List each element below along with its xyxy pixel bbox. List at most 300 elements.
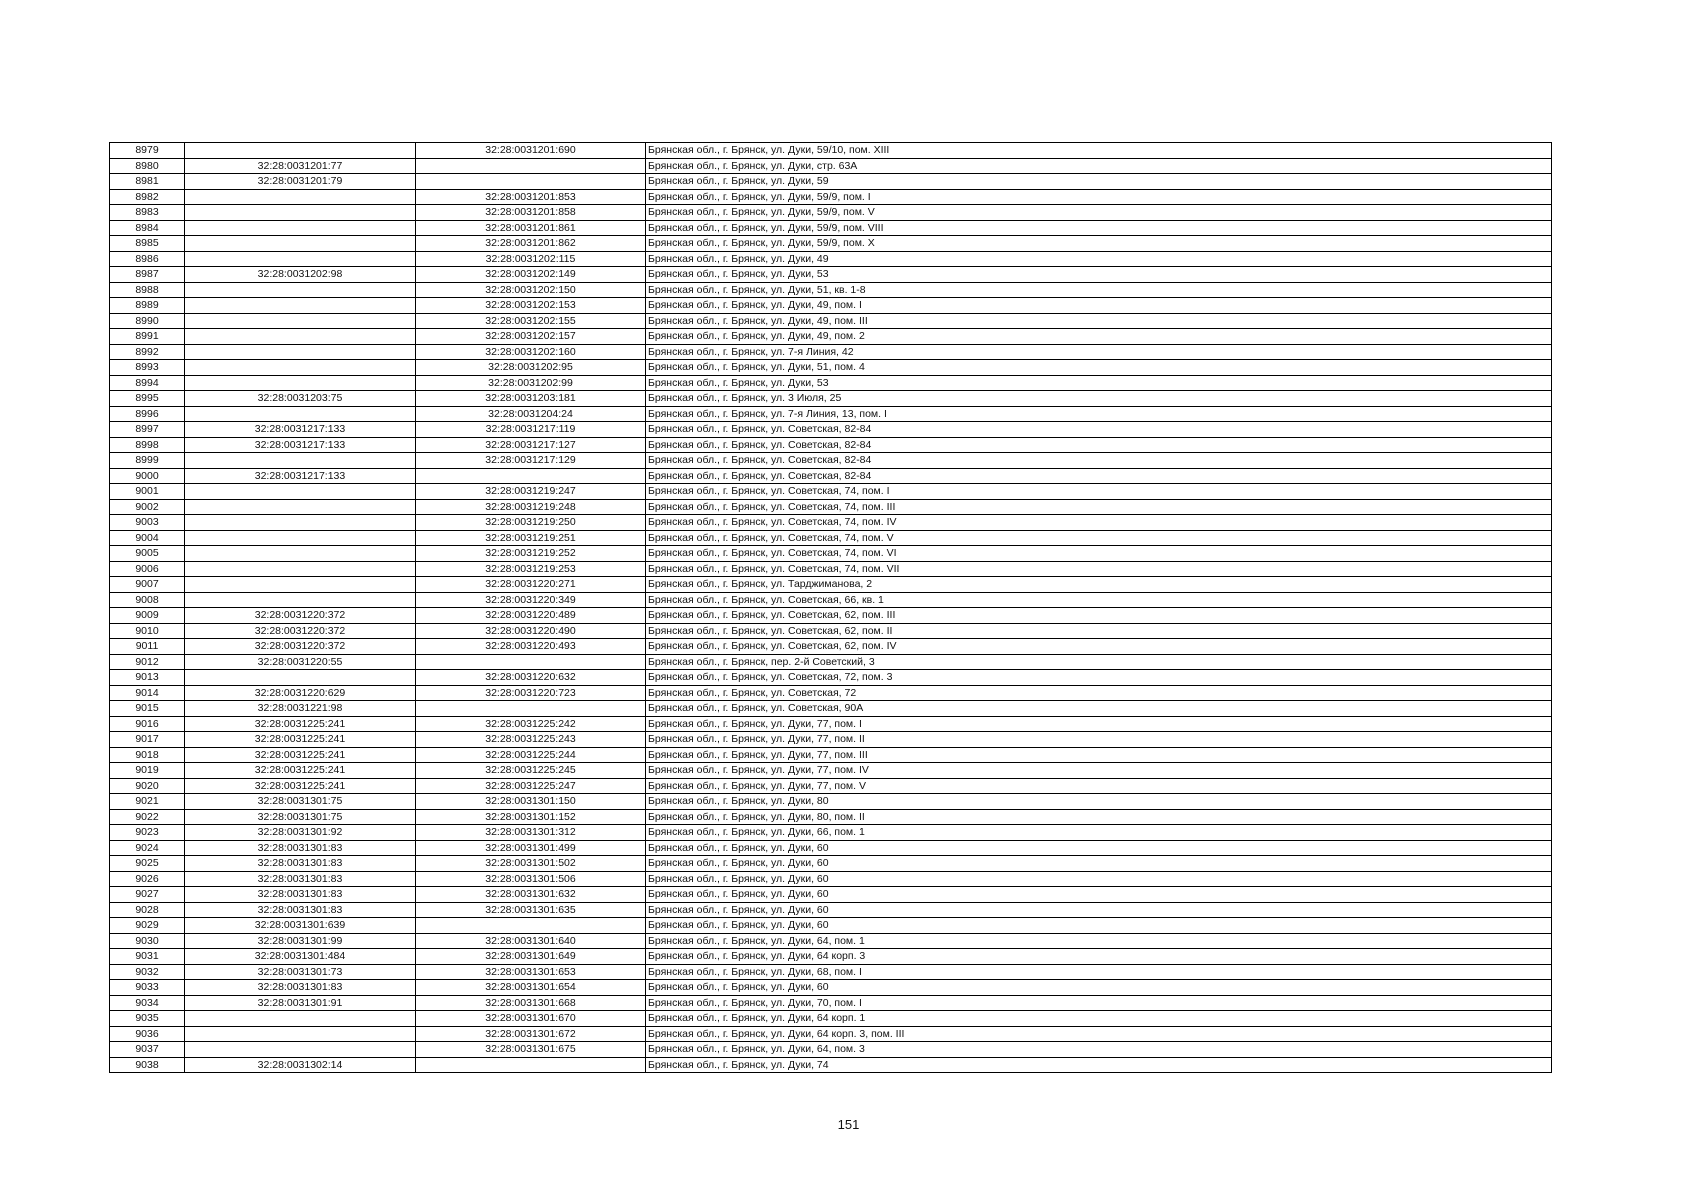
- address-cell: Брянская обл., г. Брянск, ул. Советская, 72: [646, 685, 1552, 701]
- address-cell: Брянская обл., г. Брянск, ул. 3 Июля, 25: [646, 391, 1552, 407]
- registry-table-body: [110, 143, 1552, 1073]
- row-number-cell: 8988: [110, 282, 185, 298]
- table-row: [110, 701, 1552, 717]
- object-cadastral-number-cell: 32:28:0031220:349: [416, 592, 646, 608]
- table-row: [110, 794, 1552, 810]
- object-cadastral-number-cell: 32:28:0031202:155: [416, 313, 646, 329]
- object-cadastral-number-cell: 32:28:0031301:653: [416, 964, 646, 980]
- land-parcel-number-cell: 32:28:0031202:98: [185, 267, 416, 283]
- table-row: [110, 964, 1552, 980]
- table-row: [110, 251, 1552, 267]
- land-parcel-number-cell: [185, 251, 416, 267]
- row-number-cell: 8979: [110, 143, 185, 159]
- land-parcel-number-cell: [185, 515, 416, 531]
- object-cadastral-number-cell: 32:28:0031202:157: [416, 329, 646, 345]
- object-cadastral-number-cell: 32:28:0031202:95: [416, 360, 646, 376]
- object-cadastral-number-cell: 32:28:0031203:181: [416, 391, 646, 407]
- address-cell: Брянская обл., г. Брянск, ул. Тарджиманова, 2: [646, 577, 1552, 593]
- row-number-cell: 9013: [110, 670, 185, 686]
- land-parcel-number-cell: [185, 592, 416, 608]
- address-cell: Брянская обл., г. Брянск, ул. 7-я Линия, 13, пом. I: [646, 406, 1552, 422]
- land-parcel-number-cell: [185, 344, 416, 360]
- table-row: [110, 530, 1552, 546]
- object-cadastral-number-cell: 32:28:0031301:150: [416, 794, 646, 810]
- land-parcel-number-cell: 32:28:0031217:133: [185, 468, 416, 484]
- land-parcel-number-cell: 32:28:0031301:91: [185, 995, 416, 1011]
- address-cell: Брянская обл., г. Брянск, ул. Дуки, 80, пом. II: [646, 809, 1552, 825]
- land-parcel-number-cell: [185, 313, 416, 329]
- table-row: [110, 205, 1552, 221]
- object-cadastral-number-cell: 32:28:0031202:149: [416, 267, 646, 283]
- address-cell: Брянская обл., г. Брянск, ул. 7-я Линия, 42: [646, 344, 1552, 360]
- object-cadastral-number-cell: 32:28:0031220:489: [416, 608, 646, 624]
- object-cadastral-number-cell: 32:28:0031225:242: [416, 716, 646, 732]
- row-number-cell: 9028: [110, 902, 185, 918]
- land-parcel-number-cell: 32:28:0031302:14: [185, 1057, 416, 1073]
- land-parcel-number-cell: [185, 499, 416, 515]
- address-cell: Брянская обл., г. Брянск, ул. Дуки, 60: [646, 871, 1552, 887]
- row-number-cell: 8980: [110, 158, 185, 174]
- object-cadastral-number-cell: 32:28:0031201:690: [416, 143, 646, 159]
- table-row: [110, 949, 1552, 965]
- land-parcel-number-cell: 32:28:0031217:133: [185, 422, 416, 438]
- row-number-cell: 8981: [110, 174, 185, 190]
- object-cadastral-number-cell: 32:28:0031219:252: [416, 546, 646, 562]
- table-row: [110, 391, 1552, 407]
- address-cell: Брянская обл., г. Брянск, ул. Дуки, 70, пом. I: [646, 995, 1552, 1011]
- address-cell: Брянская обл., г. Брянск, ул. Советская, 62, пом. II: [646, 623, 1552, 639]
- row-number-cell: 9009: [110, 608, 185, 624]
- row-number-cell: 9022: [110, 809, 185, 825]
- table-row: [110, 778, 1552, 794]
- object-cadastral-number-cell: 32:28:0031201:858: [416, 205, 646, 221]
- address-cell: Брянская обл., г. Брянск, ул. Дуки, 77, пом. I: [646, 716, 1552, 732]
- table-row: [110, 716, 1552, 732]
- object-cadastral-number-cell: 32:28:0031201:853: [416, 189, 646, 205]
- object-cadastral-number-cell: 32:28:0031202:160: [416, 344, 646, 360]
- address-cell: Брянская обл., г. Брянск, ул. Дуки, 77, пом. II: [646, 732, 1552, 748]
- land-parcel-number-cell: 32:28:0031301:75: [185, 809, 416, 825]
- object-cadastral-number-cell: [416, 468, 646, 484]
- table-row: [110, 468, 1552, 484]
- row-number-cell: 9035: [110, 1011, 185, 1027]
- object-cadastral-number-cell: 32:28:0031301:672: [416, 1026, 646, 1042]
- registry-table: [109, 142, 1552, 1073]
- address-cell: Брянская обл., г. Брянск, ул. Дуки, 49: [646, 251, 1552, 267]
- address-cell: Брянская обл., г. Брянск, ул. Советская, 82-84: [646, 468, 1552, 484]
- address-cell: Брянская обл., г. Брянск, ул. Советская, 74, пом. VII: [646, 561, 1552, 577]
- row-number-cell: 9014: [110, 685, 185, 701]
- land-parcel-number-cell: [185, 561, 416, 577]
- object-cadastral-number-cell: [416, 174, 646, 190]
- row-number-cell: 9015: [110, 701, 185, 717]
- address-cell: Брянская обл., г. Брянск, ул. Дуки, 60: [646, 902, 1552, 918]
- address-cell: Брянская обл., г. Брянск, ул. Советская, 74, пом. III: [646, 499, 1552, 515]
- table-row: [110, 856, 1552, 872]
- object-cadastral-number-cell: 32:28:0031217:127: [416, 437, 646, 453]
- land-parcel-number-cell: [185, 205, 416, 221]
- row-number-cell: 9036: [110, 1026, 185, 1042]
- table-row: [110, 484, 1552, 500]
- table-row: [110, 670, 1552, 686]
- address-cell: Брянская обл., г. Брянск, ул. Советская, 74, пом. IV: [646, 515, 1552, 531]
- land-parcel-number-cell: [185, 484, 416, 500]
- address-cell: Брянская обл., г. Брянск, ул. Советская, 82-84: [646, 437, 1552, 453]
- object-cadastral-number-cell: 32:28:0031225:245: [416, 763, 646, 779]
- row-number-cell: 9024: [110, 840, 185, 856]
- land-parcel-number-cell: 32:28:0031203:75: [185, 391, 416, 407]
- object-cadastral-number-cell: 32:28:0031301:499: [416, 840, 646, 856]
- address-cell: Брянская обл., г. Брянск, ул. Дуки, 77, пом. V: [646, 778, 1552, 794]
- row-number-cell: 9016: [110, 716, 185, 732]
- address-cell: Брянская обл., г. Брянск, ул. Дуки, 64 корп. 1: [646, 1011, 1552, 1027]
- table-row: [110, 1057, 1552, 1073]
- address-cell: Брянская обл., г. Брянск, ул. Дуки, 60: [646, 918, 1552, 934]
- row-number-cell: 8983: [110, 205, 185, 221]
- land-parcel-number-cell: 32:28:0031301:73: [185, 964, 416, 980]
- row-number-cell: 8990: [110, 313, 185, 329]
- object-cadastral-number-cell: 32:28:0031219:247: [416, 484, 646, 500]
- row-number-cell: 8987: [110, 267, 185, 283]
- object-cadastral-number-cell: 32:28:0031301:312: [416, 825, 646, 841]
- table-row: [110, 902, 1552, 918]
- land-parcel-number-cell: [185, 546, 416, 562]
- row-number-cell: 8984: [110, 220, 185, 236]
- object-cadastral-number-cell: [416, 158, 646, 174]
- land-parcel-number-cell: 32:28:0031301:484: [185, 949, 416, 965]
- row-number-cell: 8997: [110, 422, 185, 438]
- land-parcel-number-cell: 32:28:0031301:83: [185, 856, 416, 872]
- table-row: [110, 313, 1552, 329]
- object-cadastral-number-cell: 32:28:0031301:640: [416, 933, 646, 949]
- address-cell: Брянская обл., г. Брянск, ул. Советская, 62, пом. III: [646, 608, 1552, 624]
- land-parcel-number-cell: [185, 375, 416, 391]
- row-number-cell: 9010: [110, 623, 185, 639]
- table-row: [110, 267, 1552, 283]
- land-parcel-number-cell: 32:28:0031220:629: [185, 685, 416, 701]
- table-row: [110, 1042, 1552, 1058]
- address-cell: Брянская обл., г. Брянск, ул. Дуки, 60: [646, 840, 1552, 856]
- object-cadastral-number-cell: 32:28:0031301:668: [416, 995, 646, 1011]
- object-cadastral-number-cell: 32:28:0031301:635: [416, 902, 646, 918]
- object-cadastral-number-cell: 32:28:0031202:115: [416, 251, 646, 267]
- address-cell: Брянская обл., г. Брянск, ул. Дуки, 59/9, пом. I: [646, 189, 1552, 205]
- table-row: [110, 282, 1552, 298]
- table-row: [110, 639, 1552, 655]
- row-number-cell: 9019: [110, 763, 185, 779]
- address-cell: Брянская обл., г. Брянск, пер. 2-й Советский, 3: [646, 654, 1552, 670]
- object-cadastral-number-cell: [416, 918, 646, 934]
- land-parcel-number-cell: 32:28:0031301:99: [185, 933, 416, 949]
- table-row: [110, 298, 1552, 314]
- table-row: [110, 515, 1552, 531]
- address-cell: Брянская обл., г. Брянск, ул. Дуки, 77, пом. IV: [646, 763, 1552, 779]
- object-cadastral-number-cell: 32:28:0031301:632: [416, 887, 646, 903]
- land-parcel-number-cell: [185, 577, 416, 593]
- table-row: [110, 375, 1552, 391]
- object-cadastral-number-cell: 32:28:0031301:654: [416, 980, 646, 996]
- table-row: [110, 360, 1552, 376]
- object-cadastral-number-cell: 32:28:0031301:670: [416, 1011, 646, 1027]
- land-parcel-number-cell: [185, 670, 416, 686]
- table-row: [110, 561, 1552, 577]
- address-cell: Брянская обл., г. Брянск, ул. Дуки, 59/9, пом. X: [646, 236, 1552, 252]
- land-parcel-number-cell: 32:28:0031221:98: [185, 701, 416, 717]
- land-parcel-number-cell: 32:28:0031301:639: [185, 918, 416, 934]
- row-number-cell: 9038: [110, 1057, 185, 1073]
- object-cadastral-number-cell: 32:28:0031301:502: [416, 856, 646, 872]
- object-cadastral-number-cell: 32:28:0031225:243: [416, 732, 646, 748]
- object-cadastral-number-cell: 32:28:0031220:490: [416, 623, 646, 639]
- object-cadastral-number-cell: 32:28:0031201:862: [416, 236, 646, 252]
- land-parcel-number-cell: 32:28:0031225:241: [185, 778, 416, 794]
- table-row: [110, 329, 1552, 345]
- address-cell: Брянская обл., г. Брянск, ул. Советская, 74, пом. V: [646, 530, 1552, 546]
- row-number-cell: 8994: [110, 375, 185, 391]
- land-parcel-number-cell: 32:28:0031225:241: [185, 732, 416, 748]
- object-cadastral-number-cell: 32:28:0031219:251: [416, 530, 646, 546]
- object-cadastral-number-cell: 32:28:0031220:632: [416, 670, 646, 686]
- address-cell: Брянская обл., г. Брянск, ул. Советская, 74, пом. I: [646, 484, 1552, 500]
- row-number-cell: 9031: [110, 949, 185, 965]
- table-row: [110, 825, 1552, 841]
- object-cadastral-number-cell: 32:28:0031219:248: [416, 499, 646, 515]
- address-cell: Брянская обл., г. Брянск, ул. Дуки, 59/9, пом. VIII: [646, 220, 1552, 236]
- table-row: [110, 871, 1552, 887]
- object-cadastral-number-cell: 32:28:0031225:244: [416, 747, 646, 763]
- land-parcel-number-cell: [185, 236, 416, 252]
- table-row: [110, 406, 1552, 422]
- row-number-cell: 9000: [110, 468, 185, 484]
- table-row: [110, 236, 1552, 252]
- land-parcel-number-cell: 32:28:0031220:372: [185, 623, 416, 639]
- address-cell: Брянская обл., г. Брянск, ул. Советская, 74, пом. VI: [646, 546, 1552, 562]
- address-cell: Брянская обл., г. Брянск, ул. Дуки, 60: [646, 887, 1552, 903]
- row-number-cell: 8998: [110, 437, 185, 453]
- table-row: [110, 918, 1552, 934]
- table-row: [110, 189, 1552, 205]
- land-parcel-number-cell: 32:28:0031301:83: [185, 840, 416, 856]
- object-cadastral-number-cell: 32:28:0031301:506: [416, 871, 646, 887]
- object-cadastral-number-cell: 32:28:0031219:250: [416, 515, 646, 531]
- address-cell: Брянская обл., г. Брянск, ул. Дуки, 59/10, пом. XIII: [646, 143, 1552, 159]
- land-parcel-number-cell: [185, 220, 416, 236]
- table-row: [110, 654, 1552, 670]
- row-number-cell: 9012: [110, 654, 185, 670]
- address-cell: Брянская обл., г. Брянск, ул. Дуки, 80: [646, 794, 1552, 810]
- table-row: [110, 809, 1552, 825]
- row-number-cell: 9025: [110, 856, 185, 872]
- row-number-cell: 9033: [110, 980, 185, 996]
- object-cadastral-number-cell: 32:28:0031204:24: [416, 406, 646, 422]
- address-cell: Брянская обл., г. Брянск, ул. Советская, 82-84: [646, 422, 1552, 438]
- row-number-cell: 9011: [110, 639, 185, 655]
- row-number-cell: 8993: [110, 360, 185, 376]
- table-row: [110, 220, 1552, 236]
- land-parcel-number-cell: 32:28:0031301:75: [185, 794, 416, 810]
- object-cadastral-number-cell: 32:28:0031220:271: [416, 577, 646, 593]
- land-parcel-number-cell: 32:28:0031225:241: [185, 716, 416, 732]
- object-cadastral-number-cell: 32:28:0031301:152: [416, 809, 646, 825]
- object-cadastral-number-cell: 32:28:0031202:99: [416, 375, 646, 391]
- address-cell: Брянская обл., г. Брянск, ул. Дуки, 49, пом. I: [646, 298, 1552, 314]
- object-cadastral-number-cell: 32:28:0031202:150: [416, 282, 646, 298]
- object-cadastral-number-cell: 32:28:0031217:129: [416, 453, 646, 469]
- land-parcel-number-cell: [185, 1026, 416, 1042]
- row-number-cell: 9004: [110, 530, 185, 546]
- land-parcel-number-cell: 32:28:0031301:92: [185, 825, 416, 841]
- row-number-cell: 9026: [110, 871, 185, 887]
- table-row: [110, 174, 1552, 190]
- land-parcel-number-cell: [185, 143, 416, 159]
- land-parcel-number-cell: [185, 282, 416, 298]
- address-cell: Брянская обл., г. Брянск, ул. Дуки, 77, пом. III: [646, 747, 1552, 763]
- table-row: [110, 608, 1552, 624]
- object-cadastral-number-cell: 32:28:0031225:247: [416, 778, 646, 794]
- object-cadastral-number-cell: 32:28:0031201:861: [416, 220, 646, 236]
- address-cell: Брянская обл., г. Брянск, ул. Дуки, 60: [646, 856, 1552, 872]
- address-cell: Брянская обл., г. Брянск, ул. Дуки, 74: [646, 1057, 1552, 1073]
- land-parcel-number-cell: 32:28:0031225:241: [185, 763, 416, 779]
- object-cadastral-number-cell: [416, 701, 646, 717]
- land-parcel-number-cell: 32:28:0031220:372: [185, 608, 416, 624]
- row-number-cell: 8985: [110, 236, 185, 252]
- land-parcel-number-cell: [185, 453, 416, 469]
- table-row: [110, 747, 1552, 763]
- row-number-cell: 8986: [110, 251, 185, 267]
- object-cadastral-number-cell: [416, 1057, 646, 1073]
- land-parcel-number-cell: 32:28:0031220:372: [185, 639, 416, 655]
- address-cell: Брянская обл., г. Брянск, ул. Дуки, 64 корп. 3: [646, 949, 1552, 965]
- row-number-cell: 9029: [110, 918, 185, 934]
- row-number-cell: 8982: [110, 189, 185, 205]
- address-cell: Брянская обл., г. Брянск, ул. Дуки, 66, пом. 1: [646, 825, 1552, 841]
- table-row: [110, 763, 1552, 779]
- row-number-cell: 9005: [110, 546, 185, 562]
- row-number-cell: 9027: [110, 887, 185, 903]
- address-cell: Брянская обл., г. Брянск, ул. Дуки, 59/9, пом. V: [646, 205, 1552, 221]
- table-row: [110, 623, 1552, 639]
- land-parcel-number-cell: [185, 1011, 416, 1027]
- row-number-cell: 8992: [110, 344, 185, 360]
- land-parcel-number-cell: [185, 360, 416, 376]
- object-cadastral-number-cell: 32:28:0031220:493: [416, 639, 646, 655]
- land-parcel-number-cell: 32:28:0031301:83: [185, 871, 416, 887]
- table-row: [110, 887, 1552, 903]
- row-number-cell: 8996: [110, 406, 185, 422]
- row-number-cell: 9017: [110, 732, 185, 748]
- table-row: [110, 980, 1552, 996]
- table-row: [110, 158, 1552, 174]
- address-cell: Брянская обл., г. Брянск, ул. Дуки, стр. 63А: [646, 158, 1552, 174]
- table-row: [110, 995, 1552, 1011]
- address-cell: Брянская обл., г. Брянск, ул. Дуки, 59: [646, 174, 1552, 190]
- row-number-cell: 9008: [110, 592, 185, 608]
- row-number-cell: 8999: [110, 453, 185, 469]
- row-number-cell: 9006: [110, 561, 185, 577]
- table-row: [110, 546, 1552, 562]
- address-cell: Брянская обл., г. Брянск, ул. Дуки, 49, пом. 2: [646, 329, 1552, 345]
- address-cell: Брянская обл., г. Брянск, ул. Дуки, 64, пом. 1: [646, 933, 1552, 949]
- row-number-cell: 9023: [110, 825, 185, 841]
- object-cadastral-number-cell: 32:28:0031220:723: [416, 685, 646, 701]
- row-number-cell: 9007: [110, 577, 185, 593]
- object-cadastral-number-cell: 32:28:0031301:649: [416, 949, 646, 965]
- object-cadastral-number-cell: 32:28:0031219:253: [416, 561, 646, 577]
- table-row: [110, 453, 1552, 469]
- land-parcel-number-cell: [185, 406, 416, 422]
- row-number-cell: 9037: [110, 1042, 185, 1058]
- table-row: [110, 732, 1552, 748]
- address-cell: Брянская обл., г. Брянск, ул. Советская, 62, пом. IV: [646, 639, 1552, 655]
- row-number-cell: 9030: [110, 933, 185, 949]
- address-cell: Брянская обл., г. Брянск, ул. Дуки, 53: [646, 375, 1552, 391]
- land-parcel-number-cell: 32:28:0031225:241: [185, 747, 416, 763]
- row-number-cell: 9020: [110, 778, 185, 794]
- table-row: [110, 577, 1552, 593]
- land-parcel-number-cell: 32:28:0031201:77: [185, 158, 416, 174]
- address-cell: Брянская обл., г. Брянск, ул. Дуки, 64, пом. 3: [646, 1042, 1552, 1058]
- table-row: [110, 344, 1552, 360]
- land-parcel-number-cell: 32:28:0031220:55: [185, 654, 416, 670]
- table-row: [110, 143, 1552, 159]
- address-cell: Брянская обл., г. Брянск, ул. Дуки, 51, кв. 1-8: [646, 282, 1552, 298]
- object-cadastral-number-cell: 32:28:0031301:675: [416, 1042, 646, 1058]
- row-number-cell: 8995: [110, 391, 185, 407]
- land-parcel-number-cell: [185, 530, 416, 546]
- address-cell: Брянская обл., г. Брянск, ул. Советская, 66, кв. 1: [646, 592, 1552, 608]
- address-cell: Брянская обл., г. Брянск, ул. Дуки, 49, пом. III: [646, 313, 1552, 329]
- address-cell: Брянская обл., г. Брянск, ул. Дуки, 60: [646, 980, 1552, 996]
- row-number-cell: 9034: [110, 995, 185, 1011]
- land-parcel-number-cell: [185, 329, 416, 345]
- address-cell: Брянская обл., г. Брянск, ул. Дуки, 51, пом. 4: [646, 360, 1552, 376]
- table-row: [110, 840, 1552, 856]
- table-row: [110, 1011, 1552, 1027]
- land-parcel-number-cell: 32:28:0031201:79: [185, 174, 416, 190]
- land-parcel-number-cell: 32:28:0031301:83: [185, 980, 416, 996]
- row-number-cell: 9018: [110, 747, 185, 763]
- table-row: [110, 685, 1552, 701]
- object-cadastral-number-cell: [416, 654, 646, 670]
- row-number-cell: 9021: [110, 794, 185, 810]
- row-number-cell: 8989: [110, 298, 185, 314]
- object-cadastral-number-cell: 32:28:0031202:153: [416, 298, 646, 314]
- row-number-cell: 8991: [110, 329, 185, 345]
- row-number-cell: 9032: [110, 964, 185, 980]
- land-parcel-number-cell: [185, 298, 416, 314]
- address-cell: Брянская обл., г. Брянск, ул. Советская, 90А: [646, 701, 1552, 717]
- table-row: [110, 437, 1552, 453]
- address-cell: Брянская обл., г. Брянск, ул. Советская, 82-84: [646, 453, 1552, 469]
- address-cell: Брянская обл., г. Брянск, ул. Дуки, 68, пом. I: [646, 964, 1552, 980]
- object-cadastral-number-cell: 32:28:0031217:119: [416, 422, 646, 438]
- row-number-cell: 9003: [110, 515, 185, 531]
- land-parcel-number-cell: 32:28:0031301:83: [185, 887, 416, 903]
- table-row: [110, 592, 1552, 608]
- table-row: [110, 933, 1552, 949]
- page-number: 151: [837, 1117, 860, 1132]
- row-number-cell: 9002: [110, 499, 185, 515]
- land-parcel-number-cell: 32:28:0031217:133: [185, 437, 416, 453]
- address-cell: Брянская обл., г. Брянск, ул. Дуки, 64 корп. 3, пом. III: [646, 1026, 1552, 1042]
- row-number-cell: 9001: [110, 484, 185, 500]
- table-row: [110, 1026, 1552, 1042]
- address-cell: Брянская обл., г. Брянск, ул. Дуки, 53: [646, 267, 1552, 283]
- address-cell: Брянская обл., г. Брянск, ул. Советская, 72, пом. 3: [646, 670, 1552, 686]
- land-parcel-number-cell: [185, 1042, 416, 1058]
- table-row: [110, 422, 1552, 438]
